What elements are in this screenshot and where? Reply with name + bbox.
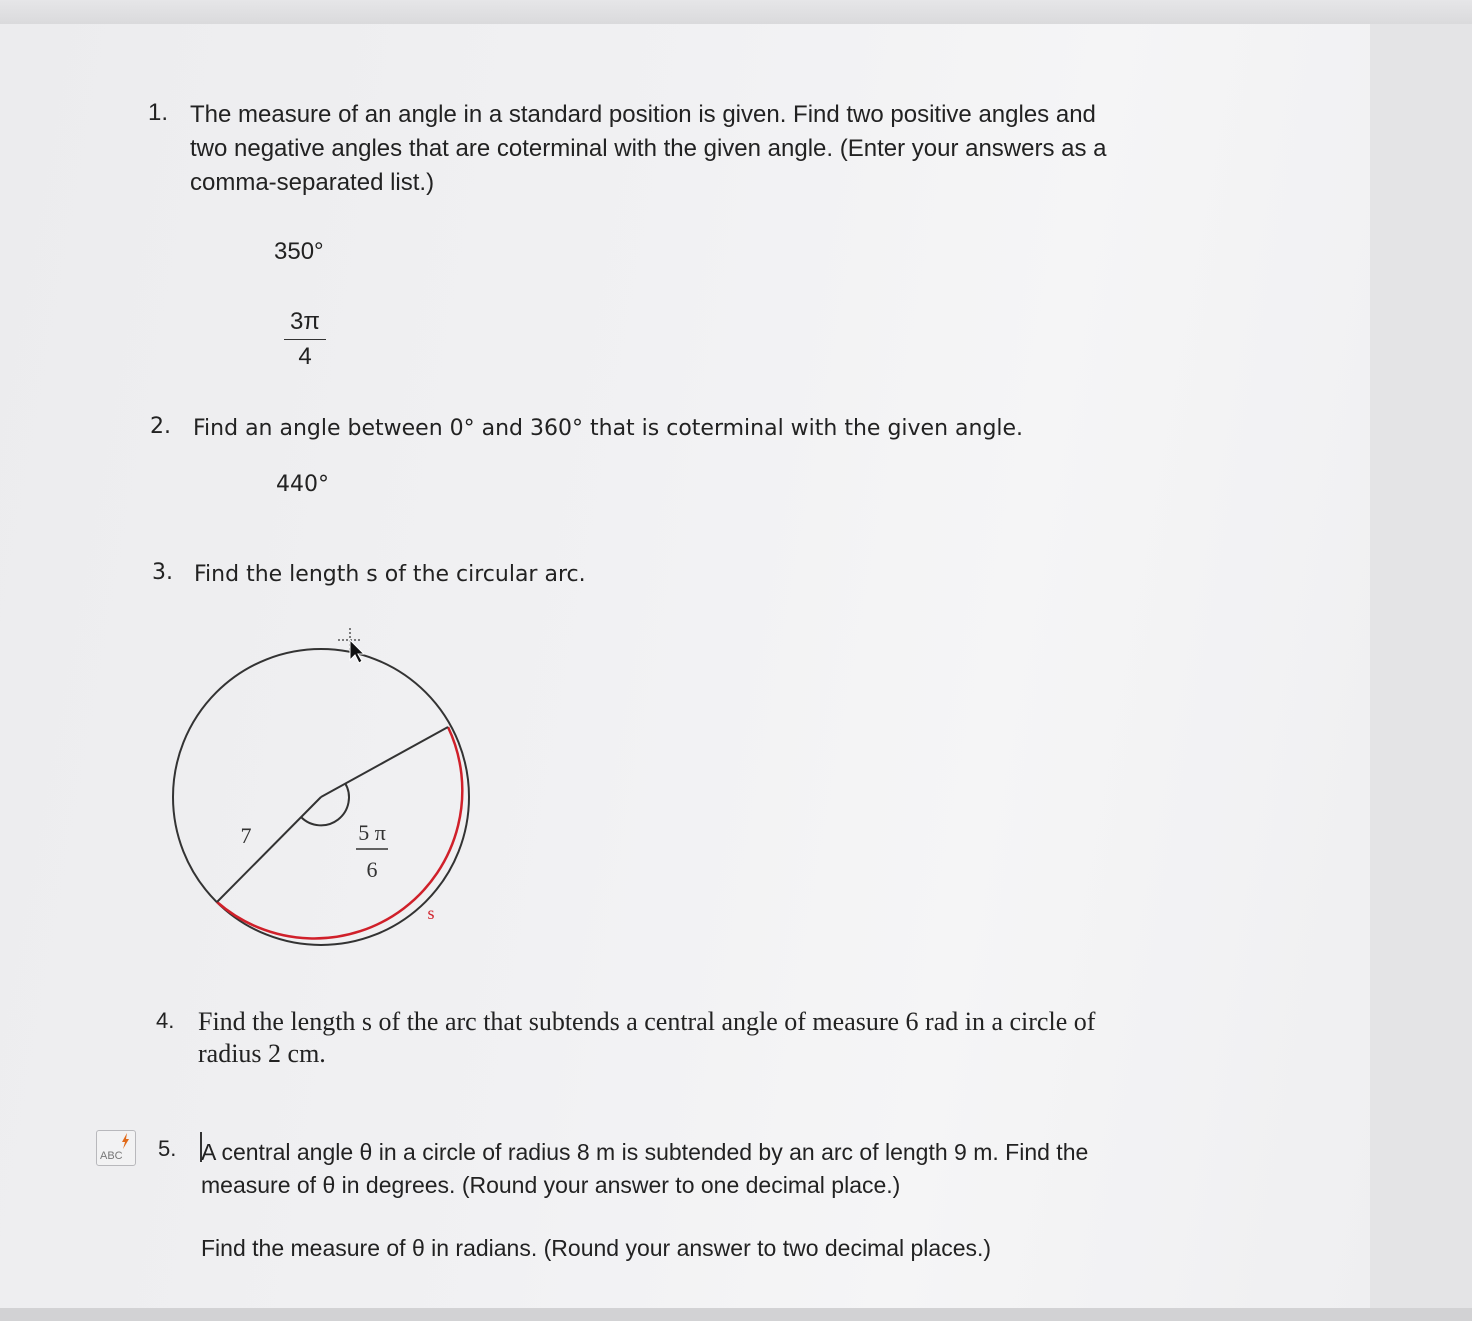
q3-number: 3. [152,560,173,585]
angle-marker [301,783,349,825]
q3-text: Find the length s of the circular arc. [194,562,586,587]
q2-given: 440° [276,472,329,497]
q1-given-fraction [284,308,326,371]
fraction-denominator: 4 [298,343,312,370]
fraction-numerator: 3π [290,308,320,335]
q4-number: 4. [156,1008,175,1033]
q1-line: The measure of an angle in a standard position is given. Find two positive angles and [190,101,1096,128]
spellcheck-icon[interactable] [96,1130,136,1166]
radius-line-1 [217,797,321,902]
arc-diagram [160,620,490,960]
q5-followup: Find the measure of θ in radians. (Round your answer to two decimal places.) [201,1235,992,1261]
q5-line: A central angle θ in a circle of radius 8 m is subtended by an arc of length 9 m. Find the [201,1139,1089,1165]
arc-label: s [427,903,435,923]
lightning-icon [121,1133,130,1149]
spellcheck-label: ABC [100,1150,123,1162]
fraction-bar [284,339,326,340]
page-bottom-edge [0,1308,1472,1321]
q2-text: Find an angle between 0° and 360° that is coterminal with the given angle. [193,416,1024,441]
q5-line: measure of θ in degrees. (Round your answer to one decimal place.) [201,1172,901,1198]
q5-text [201,1136,1201,1202]
q1-line: two negative angles that are coterminal with the given angle. (Enter your answers as a [190,135,1107,162]
move-cursor-icon [338,628,364,663]
q4-text [198,1006,1198,1070]
q4-line: Find the length s of the arc that subtends a central angle of measure 6 rad in a circle of [198,1007,1096,1036]
angle-denominator: 6 [366,857,378,882]
radius-label: 7 [240,823,252,848]
q1-line: comma-separated list.) [190,169,435,196]
window-top-bar [0,0,1472,25]
radius-line-2 [321,727,448,797]
right-side-panel [1370,24,1472,1321]
q1-text [190,98,1190,200]
q1-number: 1. [148,99,169,126]
q1-given-degrees: 350° [274,238,324,265]
arc-s [217,727,462,938]
q2-number: 2. [150,414,171,439]
q5-number: 5. [158,1136,177,1161]
q4-line: radius 2 cm. [198,1039,326,1068]
angle-numerator: 5 π [358,820,386,845]
